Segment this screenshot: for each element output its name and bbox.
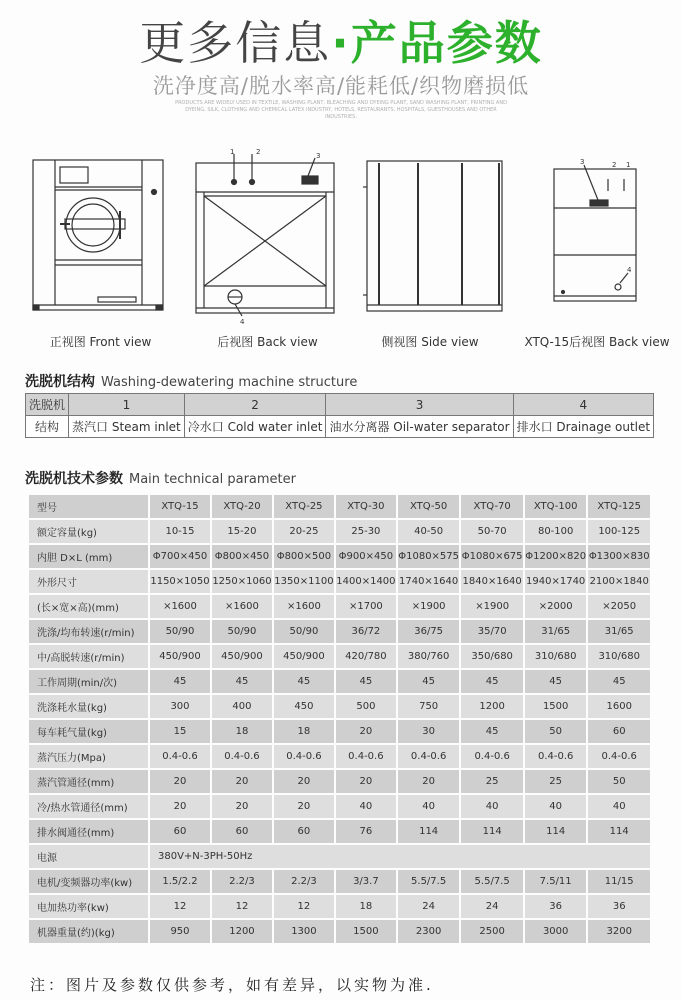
tech-cell: 45	[274, 670, 334, 693]
tech-row-label: 洗涤/均布转速(r/min)	[29, 620, 148, 643]
structure-cell: 3	[326, 394, 513, 416]
tech-row-label: (长×宽×高)(mm)	[29, 595, 148, 618]
structure-body-row	[26, 416, 654, 438]
structure-cell: 4	[513, 394, 654, 416]
tech-cell: 1300	[274, 920, 334, 943]
tech-cell: 36/72	[336, 620, 396, 643]
tech-row-label: 型号	[29, 495, 148, 518]
tech-cell: 60	[212, 820, 272, 843]
tech-cell: 0.4-0.6	[274, 745, 334, 768]
tech-cell: 40	[336, 795, 396, 818]
tech-row	[29, 895, 650, 918]
tech-cell: 31/65	[525, 620, 587, 643]
tech-cell: 18	[274, 720, 334, 743]
tech-cell: 350/680	[461, 645, 523, 668]
industries-blurb: PRODUCTS ARE WIDELY USED IN TEXTILE, WASHING PLANT, BLEACHING AND DYEING PLANT, SAND WASHING PLANT, PRINTING AND DYEING, SILK, CLOTHING AND CHEMICAL LATEX INDUSTRY, HOTELS, RESTAURANTS, HOSPITALS, GUESTHOUSES AND OTHER INDUSTRIES.	[175, 100, 507, 120]
model-header: XTQ-30	[336, 495, 396, 518]
tech-cell: ×1600	[150, 595, 210, 618]
tech-cell: 24	[398, 895, 460, 918]
tech-cell: 76	[336, 820, 396, 843]
tech-cell: ×1600	[274, 595, 334, 618]
back-view-caption: 后视图 Back view	[217, 335, 318, 349]
side-view-drawing	[360, 155, 510, 320]
marker-3: 3	[316, 152, 321, 160]
tech-cell: 2.2/3	[274, 870, 334, 893]
tech-cell: 50	[525, 720, 587, 743]
tech-cell: 50/90	[274, 620, 334, 643]
tech-cell: 50/90	[212, 620, 272, 643]
structure-cell: 结构	[26, 416, 69, 438]
marker-4: 4	[627, 266, 632, 274]
tech-cell: 20	[150, 795, 210, 818]
tech-cell: 450/900	[212, 645, 272, 668]
model-header: XTQ-20	[212, 495, 272, 518]
tech-cell: 1740×1640	[398, 570, 460, 593]
model-header: XTQ-125	[588, 495, 650, 518]
tech-cell: 500	[336, 695, 396, 718]
tech-cell: 1350×1100	[274, 570, 334, 593]
tech-row	[29, 870, 650, 893]
tech-cell: 60	[588, 720, 650, 743]
tech-row	[29, 545, 650, 568]
tech-cell: 20	[274, 770, 334, 793]
tech-cell: 1400×1400	[336, 570, 396, 593]
tech-cell: 2300	[398, 920, 460, 943]
structure-cell: 1	[69, 394, 185, 416]
tech-row-label: 外形尺寸	[29, 570, 148, 593]
tech-cell: 1200	[212, 920, 272, 943]
tech-row-label: 机器重量(约)(kg)	[29, 920, 148, 943]
tech-cell: 20	[212, 795, 272, 818]
tech-row-label: 额定容量(kg)	[29, 520, 148, 543]
tech-title	[25, 468, 296, 488]
tech-cell: 45	[588, 670, 650, 693]
tech-cell: 7.5/11	[525, 870, 587, 893]
tech-row-label: 蒸汽管通径(mm)	[29, 770, 148, 793]
tech-cell: 750	[398, 695, 460, 718]
tech-cell: 12	[274, 895, 334, 918]
tech-cell: 45	[336, 670, 396, 693]
tech-row	[29, 770, 650, 793]
tech-cell: 300	[150, 695, 210, 718]
structure-cell: 洗脱机	[26, 394, 69, 416]
tech-cell: ×2000	[525, 595, 587, 618]
tech-cell: 310/680	[588, 645, 650, 668]
tech-row	[29, 595, 650, 618]
tech-header-row	[29, 495, 650, 518]
structure-cell: 排水口 Drainage outlet	[513, 416, 654, 438]
tech-cell: 1600	[588, 695, 650, 718]
tech-cell: 20-25	[274, 520, 334, 543]
tech-cell: 20	[398, 770, 460, 793]
tech-cell: 18	[336, 895, 396, 918]
tech-cell: 1940×1740	[525, 570, 587, 593]
tech-cell: 12	[150, 895, 210, 918]
tech-cell: 40	[588, 795, 650, 818]
title-main: 更多信息	[139, 16, 332, 70]
tech-cell: 45	[398, 670, 460, 693]
structure-table	[25, 393, 654, 438]
tech-cell: 36/75	[398, 620, 460, 643]
tech-cell: 0.4-0.6	[398, 745, 460, 768]
tech-row-label: 蒸汽压力(Mpa)	[29, 745, 148, 768]
tech-cell: 36	[588, 895, 650, 918]
model-header: XTQ-100	[525, 495, 587, 518]
tech-cell: 31/65	[588, 620, 650, 643]
tech-cell: 35/70	[461, 620, 523, 643]
back-view-drawing	[190, 148, 340, 328]
tech-cell: 2500	[461, 920, 523, 943]
tech-cell: 420/780	[336, 645, 396, 668]
tech-row	[29, 670, 650, 693]
tech-cell: 5.5/7.5	[461, 870, 523, 893]
tech-cell: 380/760	[398, 645, 460, 668]
tech-cell: 1150×1050	[150, 570, 210, 593]
tech-table	[27, 493, 652, 945]
tech-row-label: 每车耗气量(kg)	[29, 720, 148, 743]
tech-row	[29, 645, 650, 668]
tech-cell: 40	[461, 795, 523, 818]
tech-cell: 114	[525, 820, 587, 843]
tech-cell: Φ1080×675	[461, 545, 523, 568]
tech-cell: 2.2/3	[212, 870, 272, 893]
tech-cell: 114	[461, 820, 523, 843]
tech-cell: Φ900×450	[336, 545, 396, 568]
tech-cell: 1840×1640	[461, 570, 523, 593]
tech-cell: 3/3.7	[336, 870, 396, 893]
tech-cell: 0.4-0.6	[525, 745, 587, 768]
tech-cell: Φ800×450	[212, 545, 272, 568]
tech-cell: 5.5/7.5	[398, 870, 460, 893]
tech-cell: 50-70	[461, 520, 523, 543]
tech-cell: Φ700×450	[150, 545, 210, 568]
structure-cell: 蒸汽口 Steam inlet	[69, 416, 185, 438]
tech-cell: 60	[150, 820, 210, 843]
tech-cell: 1250×1060	[212, 570, 272, 593]
model-header: XTQ-15	[150, 495, 210, 518]
tech-cell: 80-100	[525, 520, 587, 543]
tech-cell: 30	[398, 720, 460, 743]
tech-cell: 60	[274, 820, 334, 843]
tech-cell: Φ800×500	[274, 545, 334, 568]
tech-cell: 50	[588, 770, 650, 793]
marker-4: 4	[240, 318, 245, 326]
tech-cell: 45	[212, 670, 272, 693]
structure-header-row	[26, 394, 654, 416]
tech-cell: 45	[461, 670, 523, 693]
subtitle: 洗净度高/脱水率高/能耗低/织物磨损低	[152, 74, 530, 98]
tech-cell: 10-15	[150, 520, 210, 543]
tech-title-cn: 洗脱机技术参数	[25, 471, 123, 487]
tech-row	[29, 845, 650, 868]
tech-title-en: Main technical parameter	[129, 472, 296, 487]
tech-cell: Φ1200×820	[525, 545, 587, 568]
tech-cell: ×2050	[588, 595, 650, 618]
tech-row-label: 电机/变频器功率(kw)	[29, 870, 148, 893]
tech-row-label: 内胆 D×L (mm)	[29, 545, 148, 568]
page-title	[0, 14, 682, 72]
marker-1: 1	[626, 161, 631, 169]
tech-cell: 1200	[461, 695, 523, 718]
tech-cell: 1.5/2.2	[150, 870, 210, 893]
tech-cell: 11/15	[588, 870, 650, 893]
tech-row	[29, 520, 650, 543]
tech-cell: 400	[212, 695, 272, 718]
structure-cell: 冷水口 Cold water inlet	[184, 416, 326, 438]
structure-title	[25, 371, 357, 391]
tech-cell: 0.4-0.6	[461, 745, 523, 768]
tech-row	[29, 820, 650, 843]
tech-cell: 0.4-0.6	[150, 745, 210, 768]
tech-cell: 20	[274, 795, 334, 818]
tech-cell: Φ1300×830	[588, 545, 650, 568]
tech-row-label: 工作周期(min/次)	[29, 670, 148, 693]
tech-cell: 40	[398, 795, 460, 818]
tech-cell: 450/900	[150, 645, 210, 668]
tech-cell: 950	[150, 920, 210, 943]
tech-cell: 45	[461, 720, 523, 743]
model-header: XTQ-25	[274, 495, 334, 518]
tech-cell: ×1600	[212, 595, 272, 618]
title-accent: ·产品参数	[331, 16, 543, 70]
tech-cell: 0.4-0.6	[588, 745, 650, 768]
tech-cell: 50/90	[150, 620, 210, 643]
tech-cell: ×1700	[336, 595, 396, 618]
structure-title-cn: 洗脱机结构	[25, 374, 95, 390]
structure-title-en: Washing-dewatering machine structure	[101, 375, 358, 390]
tech-row	[29, 695, 650, 718]
marker-3: 3	[580, 158, 585, 166]
xtq15-back-view-drawing	[550, 155, 650, 305]
tech-cell: 25-30	[336, 520, 396, 543]
tech-row	[29, 620, 650, 643]
tech-cell: 114	[588, 820, 650, 843]
side-view-caption: 侧视图 Side view	[381, 335, 479, 349]
tech-cell: 3200	[588, 920, 650, 943]
tech-cell: 25	[525, 770, 587, 793]
structure-cell: 2	[184, 394, 326, 416]
model-header: XTQ-70	[461, 495, 523, 518]
tech-row	[29, 570, 650, 593]
tech-cell: 100-125	[588, 520, 650, 543]
xtq15-back-view-caption: XTQ-15后视图 Back view	[524, 335, 670, 349]
tech-row-label: 洗涤耗水量(kg)	[29, 695, 148, 718]
tech-row-label: 排水阀通径(mm)	[29, 820, 148, 843]
tech-cell: 1500	[336, 920, 396, 943]
tech-row-label: 电源	[29, 845, 148, 868]
marker-2: 2	[612, 161, 617, 169]
tech-cell: 114	[398, 820, 460, 843]
tech-cell: 25	[461, 770, 523, 793]
tech-cell: 3000	[525, 920, 587, 943]
structure-cell: 油水分离器 Oil-water separator	[326, 416, 513, 438]
tech-cell: 450	[274, 695, 334, 718]
tech-cell: 20	[150, 770, 210, 793]
front-view-drawing	[30, 155, 170, 325]
footnote: 注：图片及参数仅供参考，如有差异，以实物为准.	[30, 976, 434, 994]
tech-cell: 450/900	[274, 645, 334, 668]
marker-2: 2	[256, 148, 261, 156]
tech-cell: 20	[212, 770, 272, 793]
tech-cell: 1500	[525, 695, 587, 718]
model-header: XTQ-50	[398, 495, 460, 518]
tech-row-label: 冷/热水管通径(mm)	[29, 795, 148, 818]
tech-row-label: 中/高脱转速(r/min)	[29, 645, 148, 668]
tech-cell: 2100×1840	[588, 570, 650, 593]
tech-cell: ×1900	[461, 595, 523, 618]
tech-cell: 36	[525, 895, 587, 918]
tech-row-label: 电加热功率(kw)	[29, 895, 148, 918]
tech-cell: Φ1080×575	[398, 545, 460, 568]
tech-cell: 20	[336, 720, 396, 743]
tech-cell: 45	[525, 670, 587, 693]
tech-cell: 12	[212, 895, 272, 918]
tech-cell: 45	[150, 670, 210, 693]
tech-cell: ×1900	[398, 595, 460, 618]
tech-cell: 0.4-0.6	[336, 745, 396, 768]
tech-row	[29, 745, 650, 768]
tech-cell: 20	[336, 770, 396, 793]
tech-row	[29, 920, 650, 943]
tech-cell: 15-20	[212, 520, 272, 543]
front-view-caption: 正视图 Front view	[49, 335, 152, 349]
tech-cell: 40	[525, 795, 587, 818]
tech-row	[29, 795, 650, 818]
tech-cell: 310/680	[525, 645, 587, 668]
tech-cell: 40-50	[398, 520, 460, 543]
tech-cell: 18	[212, 720, 272, 743]
tech-cell: 0.4-0.6	[212, 745, 272, 768]
tech-cell: 24	[461, 895, 523, 918]
power-supply-value: 380V+N-3PH-50Hz	[150, 845, 650, 868]
marker-1: 1	[230, 148, 235, 156]
tech-cell: 15	[150, 720, 210, 743]
tech-row	[29, 720, 650, 743]
